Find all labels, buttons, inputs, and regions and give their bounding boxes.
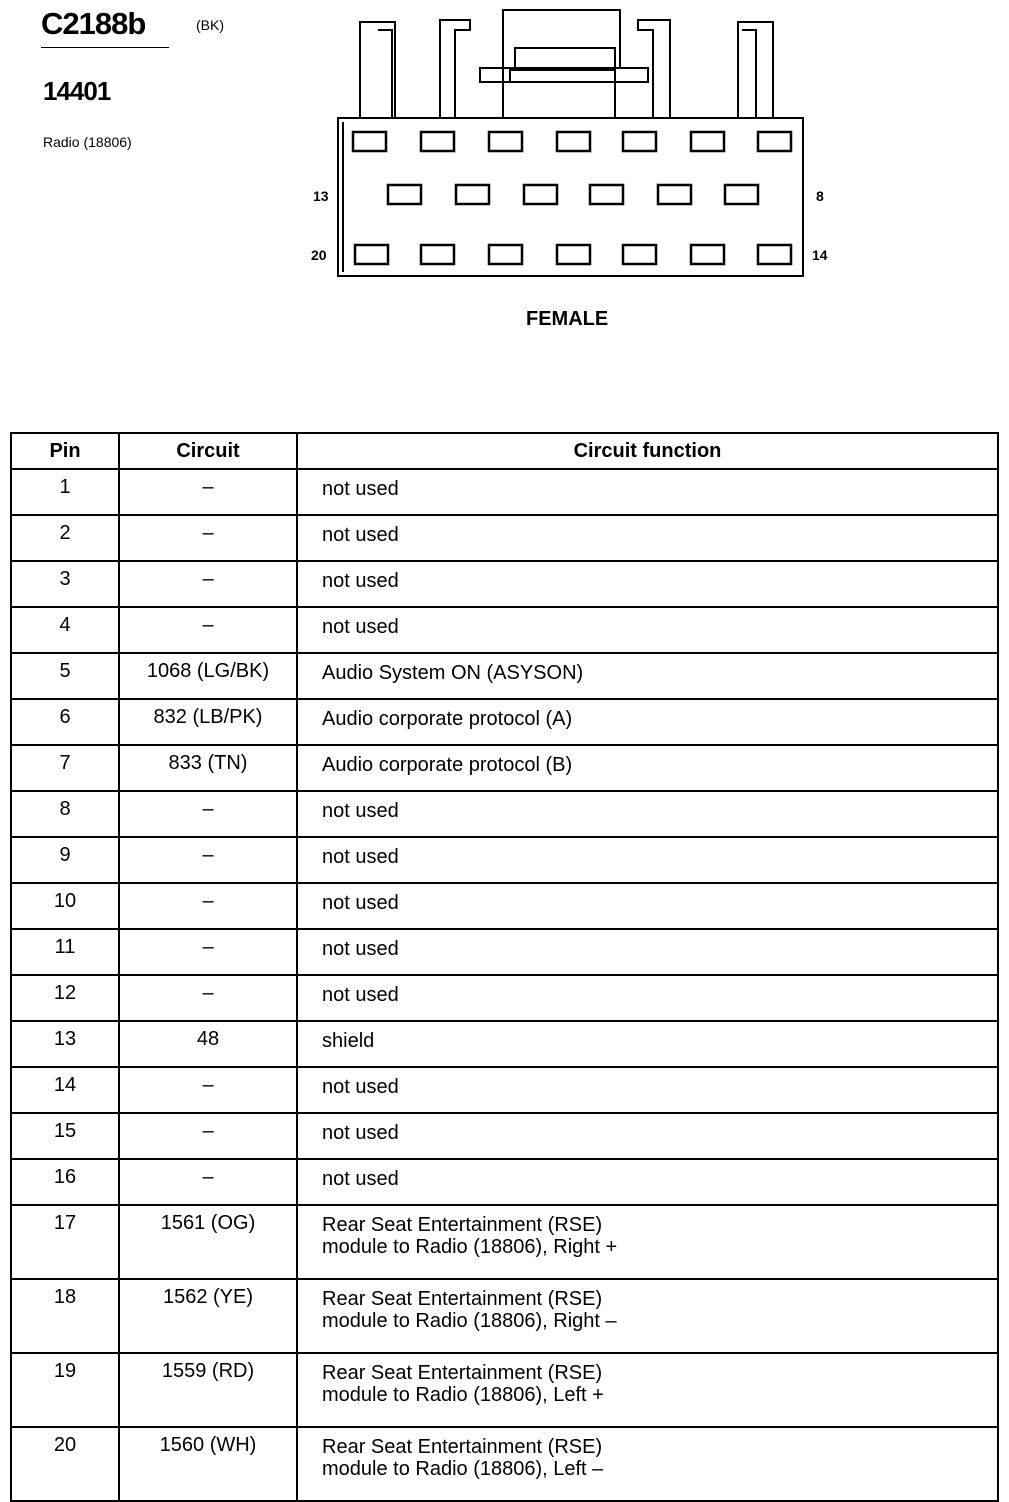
pin-number: 13	[11, 1021, 119, 1067]
table-header-row	[11, 433, 998, 469]
pin-number: 4	[11, 607, 119, 653]
pin-number: 7	[11, 745, 119, 791]
pin-number: 15	[11, 1113, 119, 1159]
circuit-function-line: Rear Seat Entertainment (RSE)	[322, 1214, 603, 1236]
pin-number: 17	[11, 1205, 119, 1279]
pin-number: 9	[11, 837, 119, 883]
circuit-code: –	[119, 791, 297, 837]
circuit-function-line: Rear Seat Entertainment (RSE)	[322, 1436, 603, 1458]
pin-cavity-16	[623, 245, 656, 264]
part-number: 14401	[43, 76, 111, 106]
pin-cavity-10	[524, 185, 557, 204]
circuit-code: –	[119, 561, 297, 607]
circuit-function-line: not used	[322, 1168, 399, 1190]
pin-cavity-18	[489, 245, 522, 264]
pin-number: 3	[11, 561, 119, 607]
circuit-function-line: not used	[322, 1122, 399, 1144]
circuit-code: –	[119, 1113, 297, 1159]
header-pin: Pin	[11, 433, 119, 469]
circuit-function	[297, 837, 998, 883]
circuit-function-line: not used	[322, 938, 399, 960]
table-row	[11, 469, 998, 515]
circuit-function-line: not used	[322, 846, 399, 868]
circuit-function-line: shield	[322, 1030, 375, 1052]
table-row	[11, 515, 998, 561]
table-row	[11, 1279, 998, 1353]
table-row	[11, 883, 998, 929]
pin-rows	[11, 469, 998, 1501]
pin-cavity-12	[388, 185, 421, 204]
circuit-function-line: module to Radio (18806), Left +	[322, 1384, 604, 1406]
circuit-function	[297, 1427, 998, 1501]
pin-number: 14	[11, 1067, 119, 1113]
circuit-code: 1559 (RD)	[119, 1353, 297, 1427]
pin-number: 18	[11, 1279, 119, 1353]
circuit-function-line: Rear Seat Entertainment (RSE)	[322, 1362, 603, 1384]
table-row	[11, 1427, 998, 1501]
circuit-code: –	[119, 883, 297, 929]
table-row	[11, 837, 998, 883]
table-row	[11, 1113, 998, 1159]
pin-cavity-2	[421, 132, 454, 151]
circuit-code: 1068 (LG/BK)	[119, 653, 297, 699]
pin-cavity-7	[758, 132, 791, 151]
circuit-code: 833 (TN)	[119, 745, 297, 791]
circuit-function-line: not used	[322, 892, 399, 914]
circuit-function	[297, 699, 998, 745]
table-row	[11, 561, 998, 607]
circuit-function-line: module to Radio (18806), Right –	[322, 1310, 617, 1332]
table-row	[11, 1021, 998, 1067]
pin-cavity-20	[355, 245, 388, 264]
pin-number: 5	[11, 653, 119, 699]
pin-number: 6	[11, 699, 119, 745]
pin-cavity-9	[590, 185, 623, 204]
left-latch	[360, 22, 395, 118]
center-lock	[503, 10, 620, 118]
pin-cavity-11	[456, 185, 489, 204]
circuit-code: 832 (LB/PK)	[119, 699, 297, 745]
pin-cavity-13	[725, 185, 758, 204]
table-row	[11, 1353, 998, 1427]
circuit-function	[297, 469, 998, 515]
circuit-function-line: not used	[322, 616, 399, 638]
circuit-function	[297, 607, 998, 653]
pin-number: 12	[11, 975, 119, 1021]
pin-cavity-17	[557, 245, 590, 264]
circuit-function-line: Audio corporate protocol (A)	[322, 708, 573, 730]
pin-cavity-3	[489, 132, 522, 151]
component-name: Radio (18806)	[43, 134, 132, 150]
circuit-code: 1560 (WH)	[119, 1427, 297, 1501]
circuit-code: –	[119, 515, 297, 561]
circuit-code: 1562 (YE)	[119, 1279, 297, 1353]
pin-number: 19	[11, 1353, 119, 1427]
circuit-function	[297, 1353, 998, 1427]
circuit-function	[297, 1205, 998, 1279]
circuit-code: 48	[119, 1021, 297, 1067]
pin-number: 10	[11, 883, 119, 929]
table-row	[11, 1205, 998, 1279]
connector-gender: FEMALE	[526, 308, 609, 330]
circuit-function-line: module to Radio (18806), Right +	[322, 1236, 618, 1258]
connector-diagram	[300, 0, 820, 290]
title-underline	[41, 47, 169, 48]
table-row	[11, 607, 998, 653]
circuit-function	[297, 745, 998, 791]
pin-number: 11	[11, 929, 119, 975]
connector-id: C2188b	[41, 6, 146, 41]
circuit-function	[297, 1279, 998, 1353]
circuit-function-line: module to Radio (18806), Left –	[322, 1458, 604, 1480]
pin-cavity-8	[658, 185, 691, 204]
circuit-code: –	[119, 1159, 297, 1205]
circuit-code: –	[119, 975, 297, 1021]
circuit-function	[297, 1067, 998, 1113]
circuit-function	[297, 883, 998, 929]
table-row	[11, 929, 998, 975]
circuit-code: –	[119, 929, 297, 975]
circuit-function	[297, 653, 998, 699]
circuit-function-line: Audio corporate protocol (B)	[322, 754, 573, 776]
header-circuit: Circuit	[119, 433, 297, 469]
pin-number: 8	[11, 791, 119, 837]
pin-label-13: 13	[313, 188, 329, 204]
circuit-function	[297, 975, 998, 1021]
header-circuit-function: Circuit function	[297, 433, 998, 469]
circuit-function-line: Rear Seat Entertainment (RSE)	[322, 1288, 603, 1310]
circuit-function	[297, 515, 998, 561]
circuit-code: –	[119, 837, 297, 883]
circuit-function-line: not used	[322, 570, 399, 592]
table-row	[11, 699, 998, 745]
table-row	[11, 975, 998, 1021]
pin-table	[10, 432, 999, 1502]
circuit-function	[297, 1113, 998, 1159]
circuit-code: –	[119, 607, 297, 653]
circuit-function-line: not used	[322, 478, 399, 500]
circuit-function-line: Audio System ON (ASYSON)	[322, 662, 584, 684]
table-row	[11, 745, 998, 791]
circuit-code: –	[119, 1067, 297, 1113]
circuit-function	[297, 1021, 998, 1067]
pin-cavity-1	[353, 132, 386, 151]
pin-number: 16	[11, 1159, 119, 1205]
pin-label-8: 8	[816, 188, 824, 204]
table-row	[11, 1159, 998, 1205]
circuit-code: 1561 (OG)	[119, 1205, 297, 1279]
pin-number: 20	[11, 1427, 119, 1501]
pin-cavity-19	[421, 245, 454, 264]
circuit-function	[297, 929, 998, 975]
circuit-function	[297, 791, 998, 837]
circuit-function	[297, 561, 998, 607]
circuit-function-line: not used	[322, 800, 399, 822]
pin-cavity-5	[623, 132, 656, 151]
circuit-function-line: not used	[322, 984, 399, 1006]
pin-label-20: 20	[311, 247, 327, 263]
pin-cavity-14	[758, 245, 791, 264]
circuit-code: –	[119, 469, 297, 515]
circuit-function-line: not used	[322, 524, 399, 546]
table-row	[11, 791, 998, 837]
pin-number: 1	[11, 469, 119, 515]
pin-cavity-4	[557, 132, 590, 151]
circuit-function	[297, 1159, 998, 1205]
left-tab	[440, 20, 470, 118]
connector-color-code: (BK)	[196, 17, 224, 33]
circuit-function-line: not used	[322, 1076, 399, 1098]
table-row	[11, 1067, 998, 1113]
pin-number: 2	[11, 515, 119, 561]
table-row	[11, 653, 998, 699]
pin-label-14: 14	[812, 247, 828, 263]
pin-cavity-15	[691, 245, 724, 264]
pin-cavity-6	[691, 132, 724, 151]
